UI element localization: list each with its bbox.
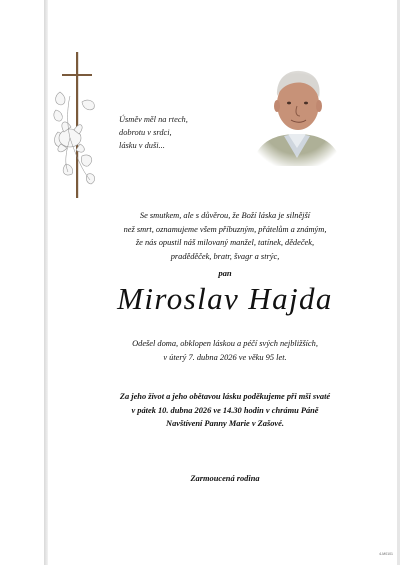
death-notice: [60, 337, 390, 364]
funeral-line: Navštívení Panny Marie v Zašové.: [166, 419, 284, 429]
death-notice-line: Odešel doma, obklopen láskou a péčí svých nejbližších,: [132, 339, 318, 348]
honorific: pan: [218, 268, 232, 278]
funeral-details: [60, 390, 390, 431]
deceased-name: Miroslav Hajda: [117, 281, 333, 316]
funeral-line: Za jeho život a jeho obětavou lásku poděkujeme při mši svaté: [119, 392, 331, 401]
cross-with-lily-icon: [52, 52, 108, 202]
family-signature: Zarmoucená rodina: [190, 474, 260, 483]
announcement-line: praděděček, bratr, švagr a strýc,: [170, 251, 280, 261]
announcement-line: Se smutkem, ale s důvěrou, že Boží láska je silnější: [139, 211, 311, 220]
announcement-line: než smrt, oznamujeme všem příbuzným, přátelům a známým,: [123, 224, 327, 234]
deceased-portrait: [248, 62, 346, 166]
funeral-line: v pátek 10. dubna 2026 ve 14.30 hodin v chrámu Páně: [131, 405, 319, 415]
quote-line: lásku v duši...: [119, 141, 165, 150]
form-code: 4-M0101: [379, 552, 393, 556]
announcement-text: [60, 209, 390, 263]
death-notice-line: v úterý 7. dubna 2026 ve věku 95 let.: [163, 352, 287, 362]
quote-line: Úsměv měl na rtech,: [119, 115, 188, 124]
announcement-line: že nás opustil náš milovaný manžel, tatínek, dědeček,: [135, 238, 315, 248]
quote-line: dobrotu v srdci,: [119, 128, 172, 137]
left-border-stripe: [44, 0, 48, 565]
memorial-quote: [119, 113, 249, 152]
